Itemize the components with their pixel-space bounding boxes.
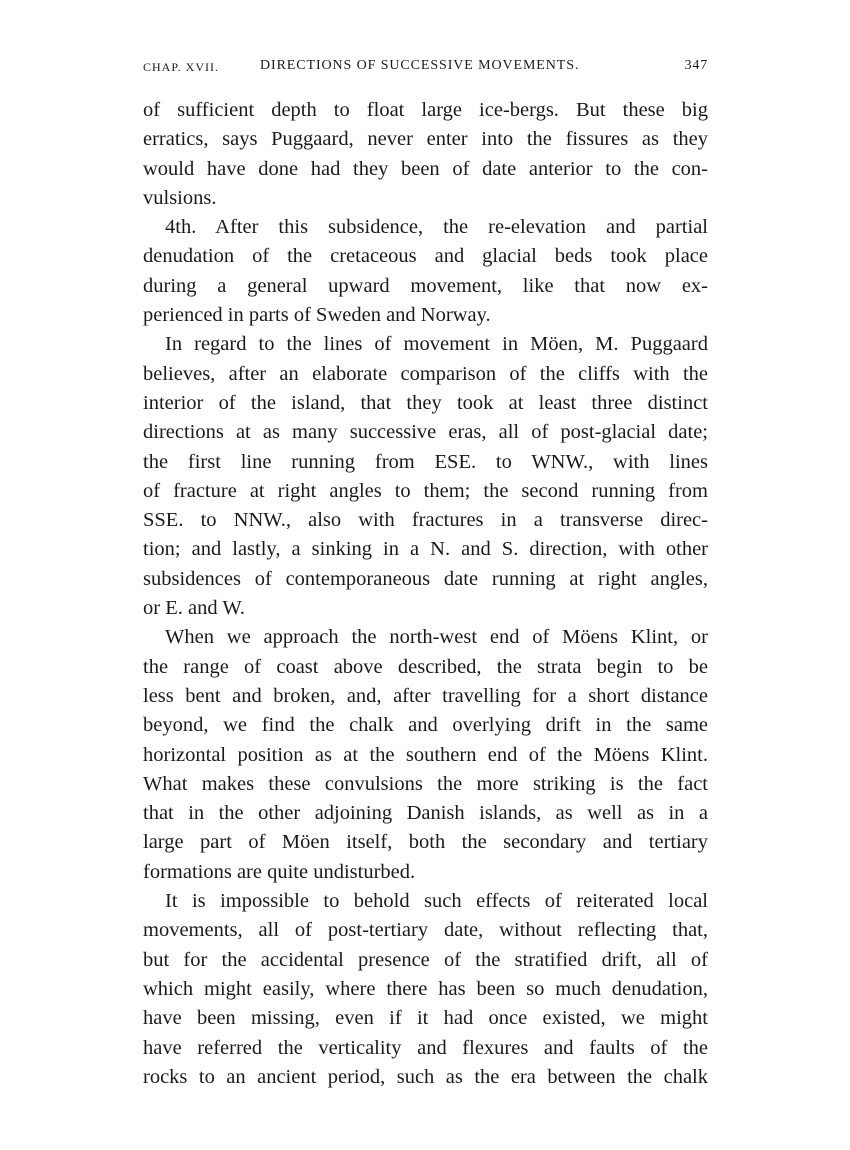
running-title: DIRECTIONS OF SUCCESSIVE MOVEMENTS. (260, 58, 580, 73)
text-line: or E. and W. (143, 597, 245, 620)
page-number: 347 (684, 58, 708, 73)
text-line: directions at as many successive eras, all of post-glacial date; (143, 421, 708, 444)
text-line: that in the other adjoining Danish islands, as well as in a (143, 802, 708, 825)
text-line: of fracture at right angles to them; the second running from (143, 479, 708, 502)
text-line: less bent and broken, and, after travelling for a short distance (143, 684, 708, 707)
text-line: the first line running from ESE. to WNW., with lines (143, 450, 708, 473)
text-line: SSE. to NNW., also with fractures in a transverse direc- (143, 509, 708, 532)
text-line: It is impossible to behold such effects of reiterated local (165, 890, 708, 913)
text-line: perienced in parts of Sweden and Norway. (143, 304, 491, 327)
text-line: erratics, says Puggaard, never enter into the fissures as they (143, 128, 708, 151)
text-line: the range of coast above described, the strata begin to be (143, 655, 708, 678)
text-line: which might easily, where there has been so much denudation, (143, 977, 708, 1000)
text-line: 4th. After this subsidence, the re-elevation and partial (165, 216, 708, 239)
text-line: but for the accidental presence of the stratified drift, all of (143, 948, 708, 971)
text-line: movements, all of post-tertiary date, without reflecting that, (143, 919, 708, 942)
text-line: What makes these convulsions the more striking is the fact (143, 772, 708, 795)
text-line: interior of the island, that they took at least three distinct (143, 391, 708, 414)
text-line: rocks to an ancient period, such as the era between the chalk (143, 1065, 708, 1088)
text-line: vulsions. (143, 186, 217, 209)
text-line: horizontal position as at the southern end of the Möens Klint. (143, 743, 708, 766)
text-line: formations are quite undisturbed. (143, 860, 416, 883)
text-line: tion; and lastly, a sinking in a N. and S. direction, with other (143, 538, 708, 561)
text-line: would have done had they been of date anterior to the con- (143, 157, 708, 180)
running-head (143, 58, 708, 82)
text-line: subsidences of contemporaneous date running at right angles, (143, 567, 708, 590)
text-line: have referred the verticality and flexures and faults of the (143, 1036, 708, 1059)
text-line: When we approach the north-west end of Möens Klint, or (165, 626, 708, 649)
text-line: denudation of the cretaceous and glacial beds took place (143, 245, 708, 268)
text-line: believes, after an elaborate comparison of the cliffs with the (143, 362, 708, 385)
text-line: have been missing, even if it had once existed, we might (143, 1007, 708, 1030)
body-text (143, 96, 708, 1092)
text-line: In regard to the lines of movement in Möen, M. Puggaard (165, 333, 708, 356)
text-line: large part of Möen itself, both the secondary and tertiary (143, 831, 708, 854)
text-line: beyond, we find the chalk and overlying drift in the same (143, 714, 708, 737)
text-line: during a general upward movement, like that now ex- (143, 274, 708, 297)
text-line: of sufficient depth to float large ice-bergs. But these big (143, 99, 708, 121)
chapter-label: CHAP. XVII. (143, 60, 220, 74)
